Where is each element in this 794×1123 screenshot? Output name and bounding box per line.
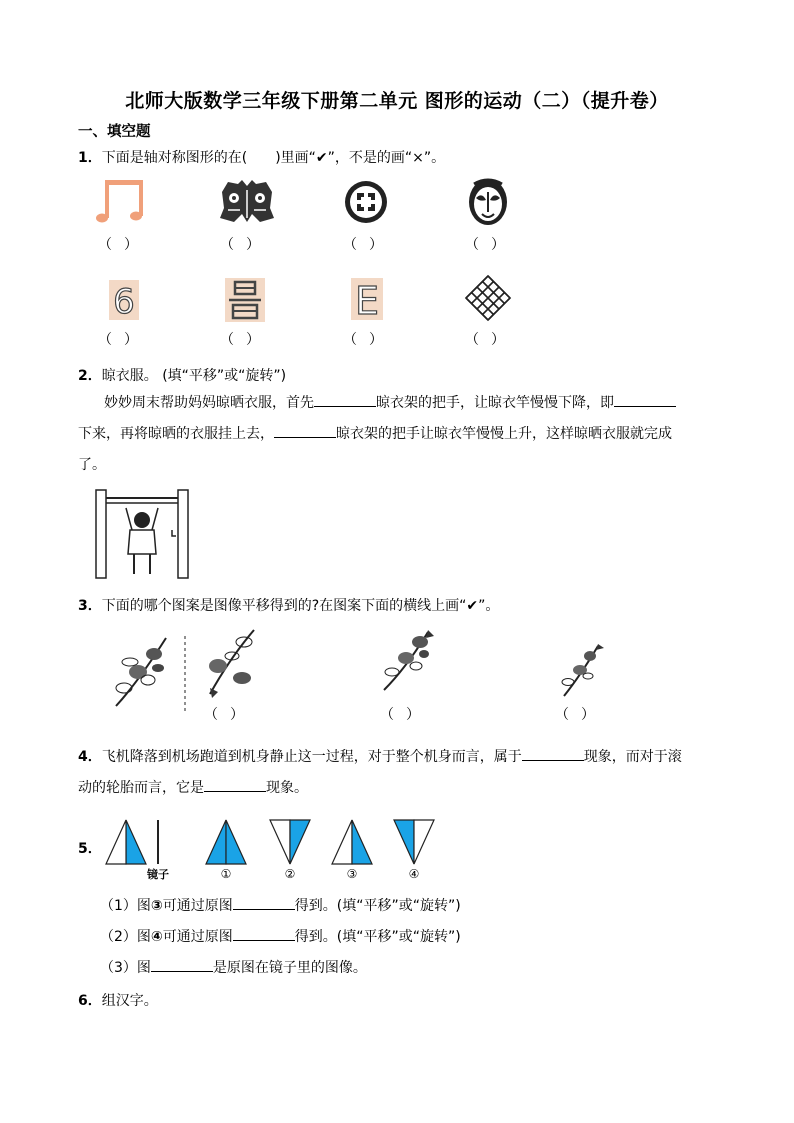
answer-paren[interactable]: （ ） [380,707,420,723]
question-text: 下面的哪个图案是图像平移得到的?在图案下面的横线上画“✔”。 [101,598,500,614]
answer-paren[interactable]: （ ） [343,332,383,348]
answer-paren[interactable]: （ ） [204,707,244,723]
music-note-icon [97,180,147,224]
question-5 [78,838,102,858]
flower-pattern-option-3 [558,642,606,698]
flower-pattern-option-1 [204,628,260,698]
question-text: 下面是轴对称图形的在( )里画“✔”，不是的画“×”。 [101,150,446,166]
question-6 [78,990,158,1010]
mirror-label: 镜子 [147,868,169,881]
question-number: 2． [78,368,102,384]
question-2 [78,365,286,385]
answer-paren[interactable]: （ ） [98,332,138,348]
digit-six-block-icon [109,280,139,320]
section-heading: 一、填空题 [78,124,151,140]
question-number: 1． [78,150,102,166]
answer-blank[interactable] [233,926,295,941]
figure-label-1: ① [220,867,232,881]
divider-line [183,636,187,714]
figure-label-3: ③ [346,867,358,881]
question-2-paragraph: 妙妙周末帮助妈妈晾晒衣服，首先 晾衣架的把手，让晾衣竿慢慢下降，即 下来，再将晾晒的衣服挂上去， 晾衣架的把手让晾衣竿慢慢上升，这样晾晒衣服就完成 了。 [78,388,718,481]
answer-blank[interactable] [314,392,376,407]
letter-e-block-icon [351,278,383,323]
answer-blank[interactable] [233,895,295,910]
question-text: 组汉字。 [101,993,158,1009]
answer-blank[interactable] [151,957,213,972]
question-number: 3． [78,598,102,614]
glyph-e: E [354,279,380,323]
answer-paren[interactable]: （ ） [343,237,383,253]
figure-label-4: ④ [408,867,420,881]
question-number: 6． [78,993,102,1009]
question-3 [78,595,499,615]
answer-paren[interactable]: （ ） [220,332,260,348]
glyph-six: 6 [113,282,135,322]
answer-paren[interactable]: （ ） [465,237,505,253]
paper-cut-butterfly-icon [220,178,274,224]
answer-paren[interactable]: （ ） [220,237,260,253]
triangles-figure [104,816,444,884]
bank-logo-icon [343,180,389,224]
answer-blank[interactable] [522,746,584,761]
opera-mask-icon [468,178,508,226]
question-5-part-1: （1）图③可通过原图 得到。(填“平移”或“旋转”) [100,895,461,915]
page-title: 北师大版数学三年级下册第二单元 图形的运动（二）（提升卷） [125,90,669,112]
question-number: 4． [78,749,102,765]
clothes-drying-rack-illustration [96,490,190,578]
question-5-part-3: （3）图 是原图在镜子里的图像。 [100,957,367,977]
flower-pattern-option-2 [380,628,436,692]
flower-pattern-original [108,632,172,710]
question-4: 4．飞机降落到机场跑道到机身静止这一过程，对于整个机身而言，属于 现象，而对于滚 动的轮胎而言，它是 现象。 [78,742,718,804]
question-text: 晾衣服。 (填“平移”或“旋转”) [101,368,287,384]
figure-label-2: ② [284,867,296,881]
answer-blank[interactable] [204,777,266,792]
answer-paren[interactable]: （ ） [465,332,505,348]
question-5-part-2: （2）图④可通过原图 得到。(填“平移”或“旋转”) [100,926,461,946]
answer-blank[interactable] [614,392,676,407]
answer-paren[interactable]: （ ） [555,707,595,723]
chinese-character-block-icon [225,278,265,322]
answer-blank[interactable] [274,423,336,438]
answer-paren[interactable]: （ ） [98,237,138,253]
question-1 [78,147,445,167]
diamond-grid-icon [466,276,510,320]
question-number: 5． [78,841,102,857]
